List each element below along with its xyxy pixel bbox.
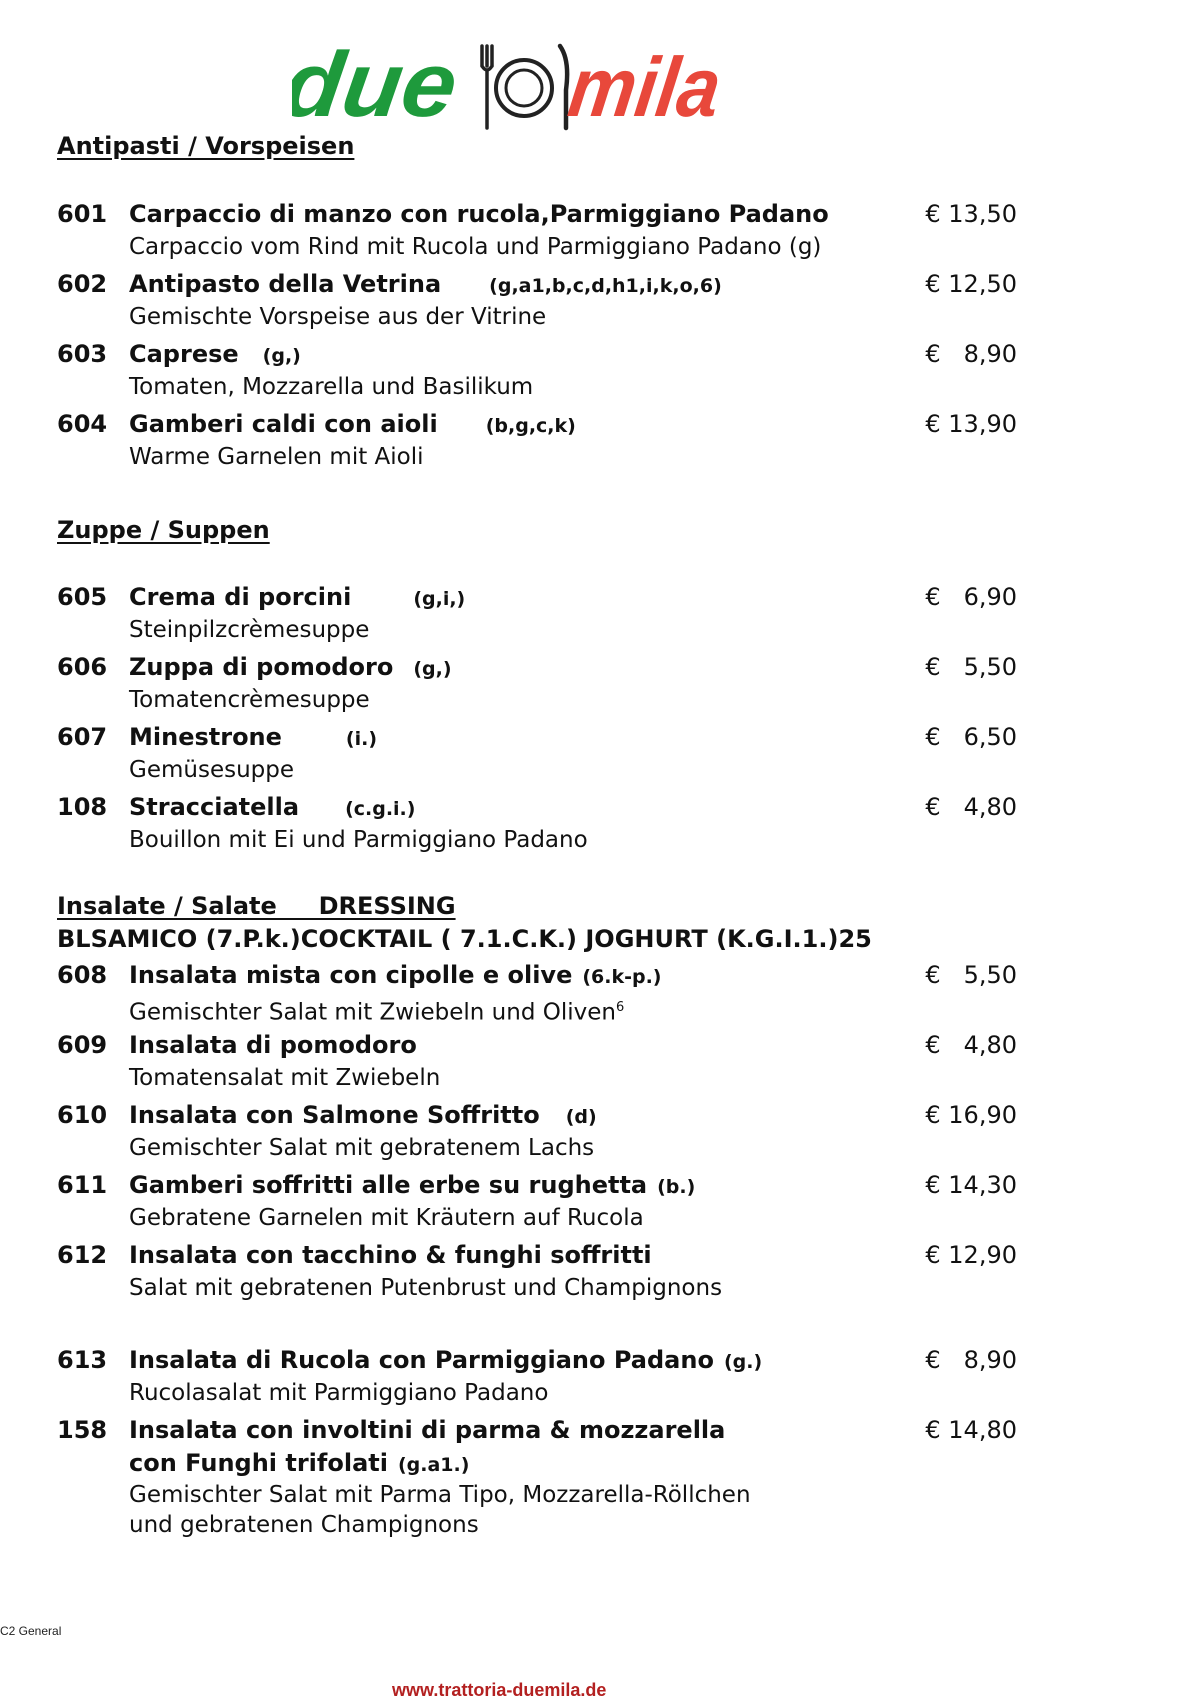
item-name: Insalata con Salmone Soffritto (129, 1101, 540, 1129)
item-allergens: (g.a1.) (397, 1454, 470, 1476)
section-heading-zuppe: Zuppe / Suppen (57, 516, 270, 544)
item-description: Tomaten, Mozzarella und Basilikum (129, 374, 534, 400)
section-heading-antipasti: Antipasti / Vorspeisen (57, 132, 355, 160)
item-name: Insalata di pomodoro (129, 1031, 417, 1059)
item-number: 601 (57, 200, 108, 228)
item-description-text: Gemischter Salat mit Zwiebeln und Oliven (129, 999, 616, 1026)
menu-item (57, 197, 1017, 262)
item-allergens: (g,) (413, 658, 452, 680)
item-name-line2: con Funghi trifolati (129, 1449, 388, 1477)
menu-item (57, 1413, 1017, 1540)
item-number: 608 (57, 961, 108, 989)
item-price: € 6,90 (925, 583, 1017, 611)
item-number: 158 (57, 1416, 108, 1444)
item-number: 606 (57, 653, 108, 681)
menu-item (57, 958, 1017, 1028)
item-allergens: (b.) (657, 1176, 696, 1198)
duemila-logo (292, 30, 742, 134)
item-description: Tomatencrèmesuppe (129, 687, 370, 713)
menu-item (57, 407, 1017, 472)
classification-label: C2 General (0, 1624, 62, 1638)
item-price: € 16,90 (925, 1101, 1017, 1129)
item-description: Gemischter Salat mit Parma Tipo, Mozzarella-Röllchen (129, 1482, 751, 1508)
item-number: 612 (57, 1241, 108, 1269)
item-description-line2: und gebratenen Champignons (129, 1512, 479, 1538)
item-description: Steinpilzcrèmesuppe (129, 617, 370, 643)
item-description: Tomatensalat mit Zwiebeln (129, 1065, 441, 1091)
item-number: 610 (57, 1101, 108, 1129)
menu-item (57, 790, 1017, 855)
item-price: € 14,30 (925, 1171, 1017, 1199)
item-allergens: (g.) (723, 1351, 763, 1373)
menu-item (57, 1238, 1017, 1303)
item-name: Crema di porcini (129, 583, 352, 611)
menu-item (57, 267, 1017, 332)
item-allergens: (b,g,c,k) (485, 415, 576, 437)
item-description: Gebratene Garnelen mit Kräutern auf Rucola (129, 1205, 644, 1231)
item-description: Warme Garnelen mit Aioli (129, 444, 424, 470)
item-name: Minestrone (129, 723, 282, 751)
item-name-continued (129, 1448, 1017, 1480)
footnote-marker: 6 (615, 1000, 625, 1015)
item-price: € 8,90 (925, 1346, 1017, 1374)
item-price: € 13,50 (925, 200, 1017, 228)
item-number: 604 (57, 410, 108, 438)
menu-item (57, 1343, 1017, 1408)
item-name: Insalata di Rucola con Parmiggiano Padano (129, 1346, 714, 1374)
item-price: € 5,50 (925, 653, 1017, 681)
menu-item (57, 1028, 1017, 1093)
logo-graphic (292, 30, 742, 134)
item-name: Antipasto della Vetrina (129, 270, 442, 298)
item-name: Caprese (129, 340, 239, 368)
item-price: € 5,50 (925, 961, 1017, 989)
menu-item (57, 580, 1017, 645)
item-number: 611 (57, 1171, 108, 1199)
logo-word-mila: mila (563, 40, 742, 134)
item-description: Carpaccio vom Rind mit Rucola und Parmiggiano Padano (g) (129, 234, 822, 260)
item-number: 603 (57, 340, 108, 368)
item-description: Bouillon mit Ei und Parmiggiano Padano (129, 827, 588, 853)
item-allergens: (6.k-p.) (582, 966, 662, 988)
item-number: 609 (57, 1031, 108, 1059)
item-price: € 12,90 (925, 1241, 1017, 1269)
item-name: Insalata con involtini di parma & mozzarella (129, 1416, 726, 1444)
item-number: 108 (57, 793, 108, 821)
item-description (129, 993, 1017, 1028)
item-price: € 8,90 (925, 340, 1017, 368)
item-description: Rucolasalat mit Parmiggiano Padano (129, 1380, 549, 1406)
item-name: Gamberi caldi con aioli (129, 410, 438, 438)
menu-item (57, 1098, 1017, 1163)
logo-word-due: due (292, 32, 456, 134)
item-allergens: (g,i,) (413, 588, 466, 610)
item-price: € 4,80 (925, 1031, 1017, 1059)
item-allergens: (g,a1,b,c,d,h1,i,k,o,6) (489, 275, 722, 297)
item-price: € 14,80 (925, 1416, 1017, 1444)
item-number: 613 (57, 1346, 108, 1374)
item-allergens: (g,) (262, 345, 301, 367)
item-allergens: (d) (565, 1106, 597, 1128)
item-name: Gamberi soffritti alle erbe su rughetta (129, 1171, 648, 1199)
item-description: Salat mit gebratenen Putenbrust und Champignons (129, 1275, 723, 1301)
item-number: 605 (57, 583, 108, 611)
item-name: Insalata con tacchino & funghi soffritti (129, 1241, 652, 1269)
item-price: € 13,90 (925, 410, 1017, 438)
item-name: Zuppa di pomodoro (129, 653, 394, 681)
section-heading-insalate: Insalate / Salate DRESSING (57, 892, 456, 920)
website-link[interactable]: www.trattoria-duemila.de (392, 1680, 607, 1700)
item-name: Carpaccio di manzo con rucola,Parmiggiano Padano (129, 200, 829, 228)
menu-item (57, 650, 1017, 715)
menu-item (57, 720, 1017, 785)
menu-item (57, 1168, 1017, 1233)
fork-plate-knife-icon (482, 46, 567, 128)
item-description: Gemischter Salat mit gebratenem Lachs (129, 1135, 595, 1161)
item-name: Stracciatella (129, 793, 300, 821)
item-allergens: (i.) (345, 728, 378, 750)
item-description: Gemischte Vorspeise aus der Vitrine (129, 304, 547, 330)
item-number: 607 (57, 723, 108, 751)
item-price: € 6,50 (925, 723, 1017, 751)
item-price: € 4,80 (925, 793, 1017, 821)
item-name: Insalata mista con cipolle e olive (129, 961, 573, 989)
menu-item (57, 337, 1017, 402)
item-price: € 12,50 (925, 270, 1017, 298)
item-allergens: (c.g.i.) (345, 798, 416, 820)
item-number: 602 (57, 270, 108, 298)
item-description: Gemüsesuppe (129, 757, 294, 783)
dressing-options: BLSAMICO (7.P.k.)COCKTAIL ( 7.1.C.K.) JOGHURT (K.G.I.1.)25 (57, 925, 872, 953)
